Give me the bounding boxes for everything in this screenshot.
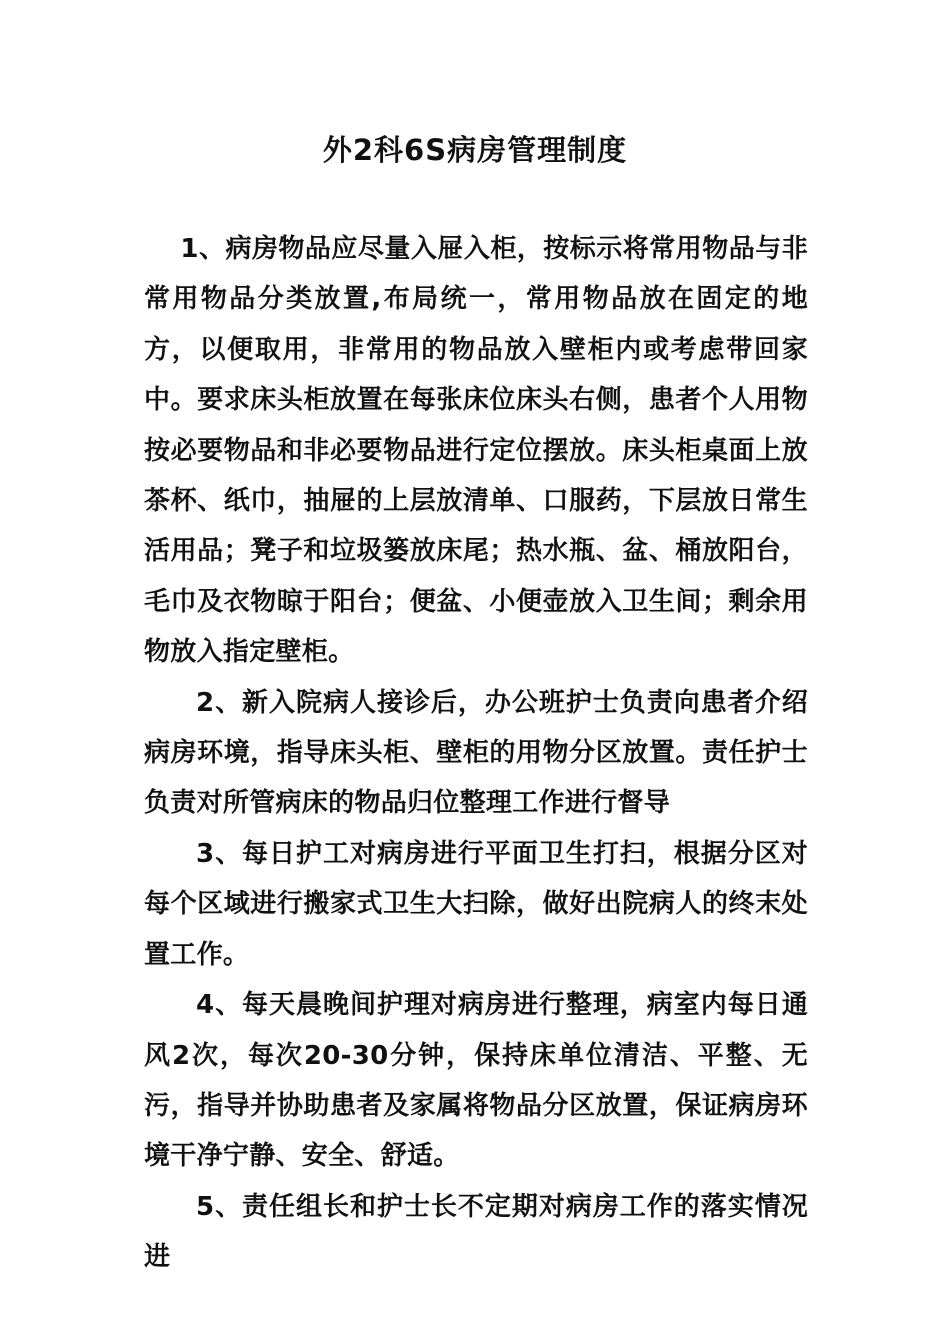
- page-title: 外2科6S病房管理制度: [322, 133, 628, 167]
- paragraph-2: 2、新入院病人接诊后，办公班护士负责向患者介绍病房环境，指导床头柜、壁柜的用物分区放置。责任护士负责对所管病床的物品归位整理工作进行督导: [144, 687, 808, 819]
- paragraph-1: 1、病房物品应尽量入屉入柜，按标示将常用物品与非常用物品分类放置,布局统一，常用物品放在固定的地方，以便取用，非常用的物品放入壁柜内或考虑带回家中。要求床头柜放置在每张床位床头右侧，患者个人用物按必要物品和非必要物品进行定位摆放。床头柜桌面上放茶杯、纸巾，抽屉的上层放清单、口服药，下层放日常生活用品；凳子和垃圾篓放床尾；热水瓶、盆、桶放阳台，毛巾及衣物晾于阳台；便盆、小便壶放入卫生间；剩余用物放入指定壁柜。: [144, 234, 808, 668]
- paragraph-3: 3、每日护工对病房进行平面卫生打扫，根据分区对每个区域进行搬家式卫生大扫除，做好出院病人的终末处置工作。: [144, 838, 808, 970]
- document-body: [144, 224, 808, 1283]
- paragraph-4: 4、每天晨晚间护理对病房进行整理，病室内每日通风2次，每次20-30分钟，保持床单位清洁、平整、无污，指导并协助患者及家属将物品分区放置，保证病房环境干净宁静、安全、舒适。: [144, 990, 808, 1172]
- paragraph-5: 5、责任组长和护士长不定期对病房工作的落实情况进: [144, 1191, 808, 1273]
